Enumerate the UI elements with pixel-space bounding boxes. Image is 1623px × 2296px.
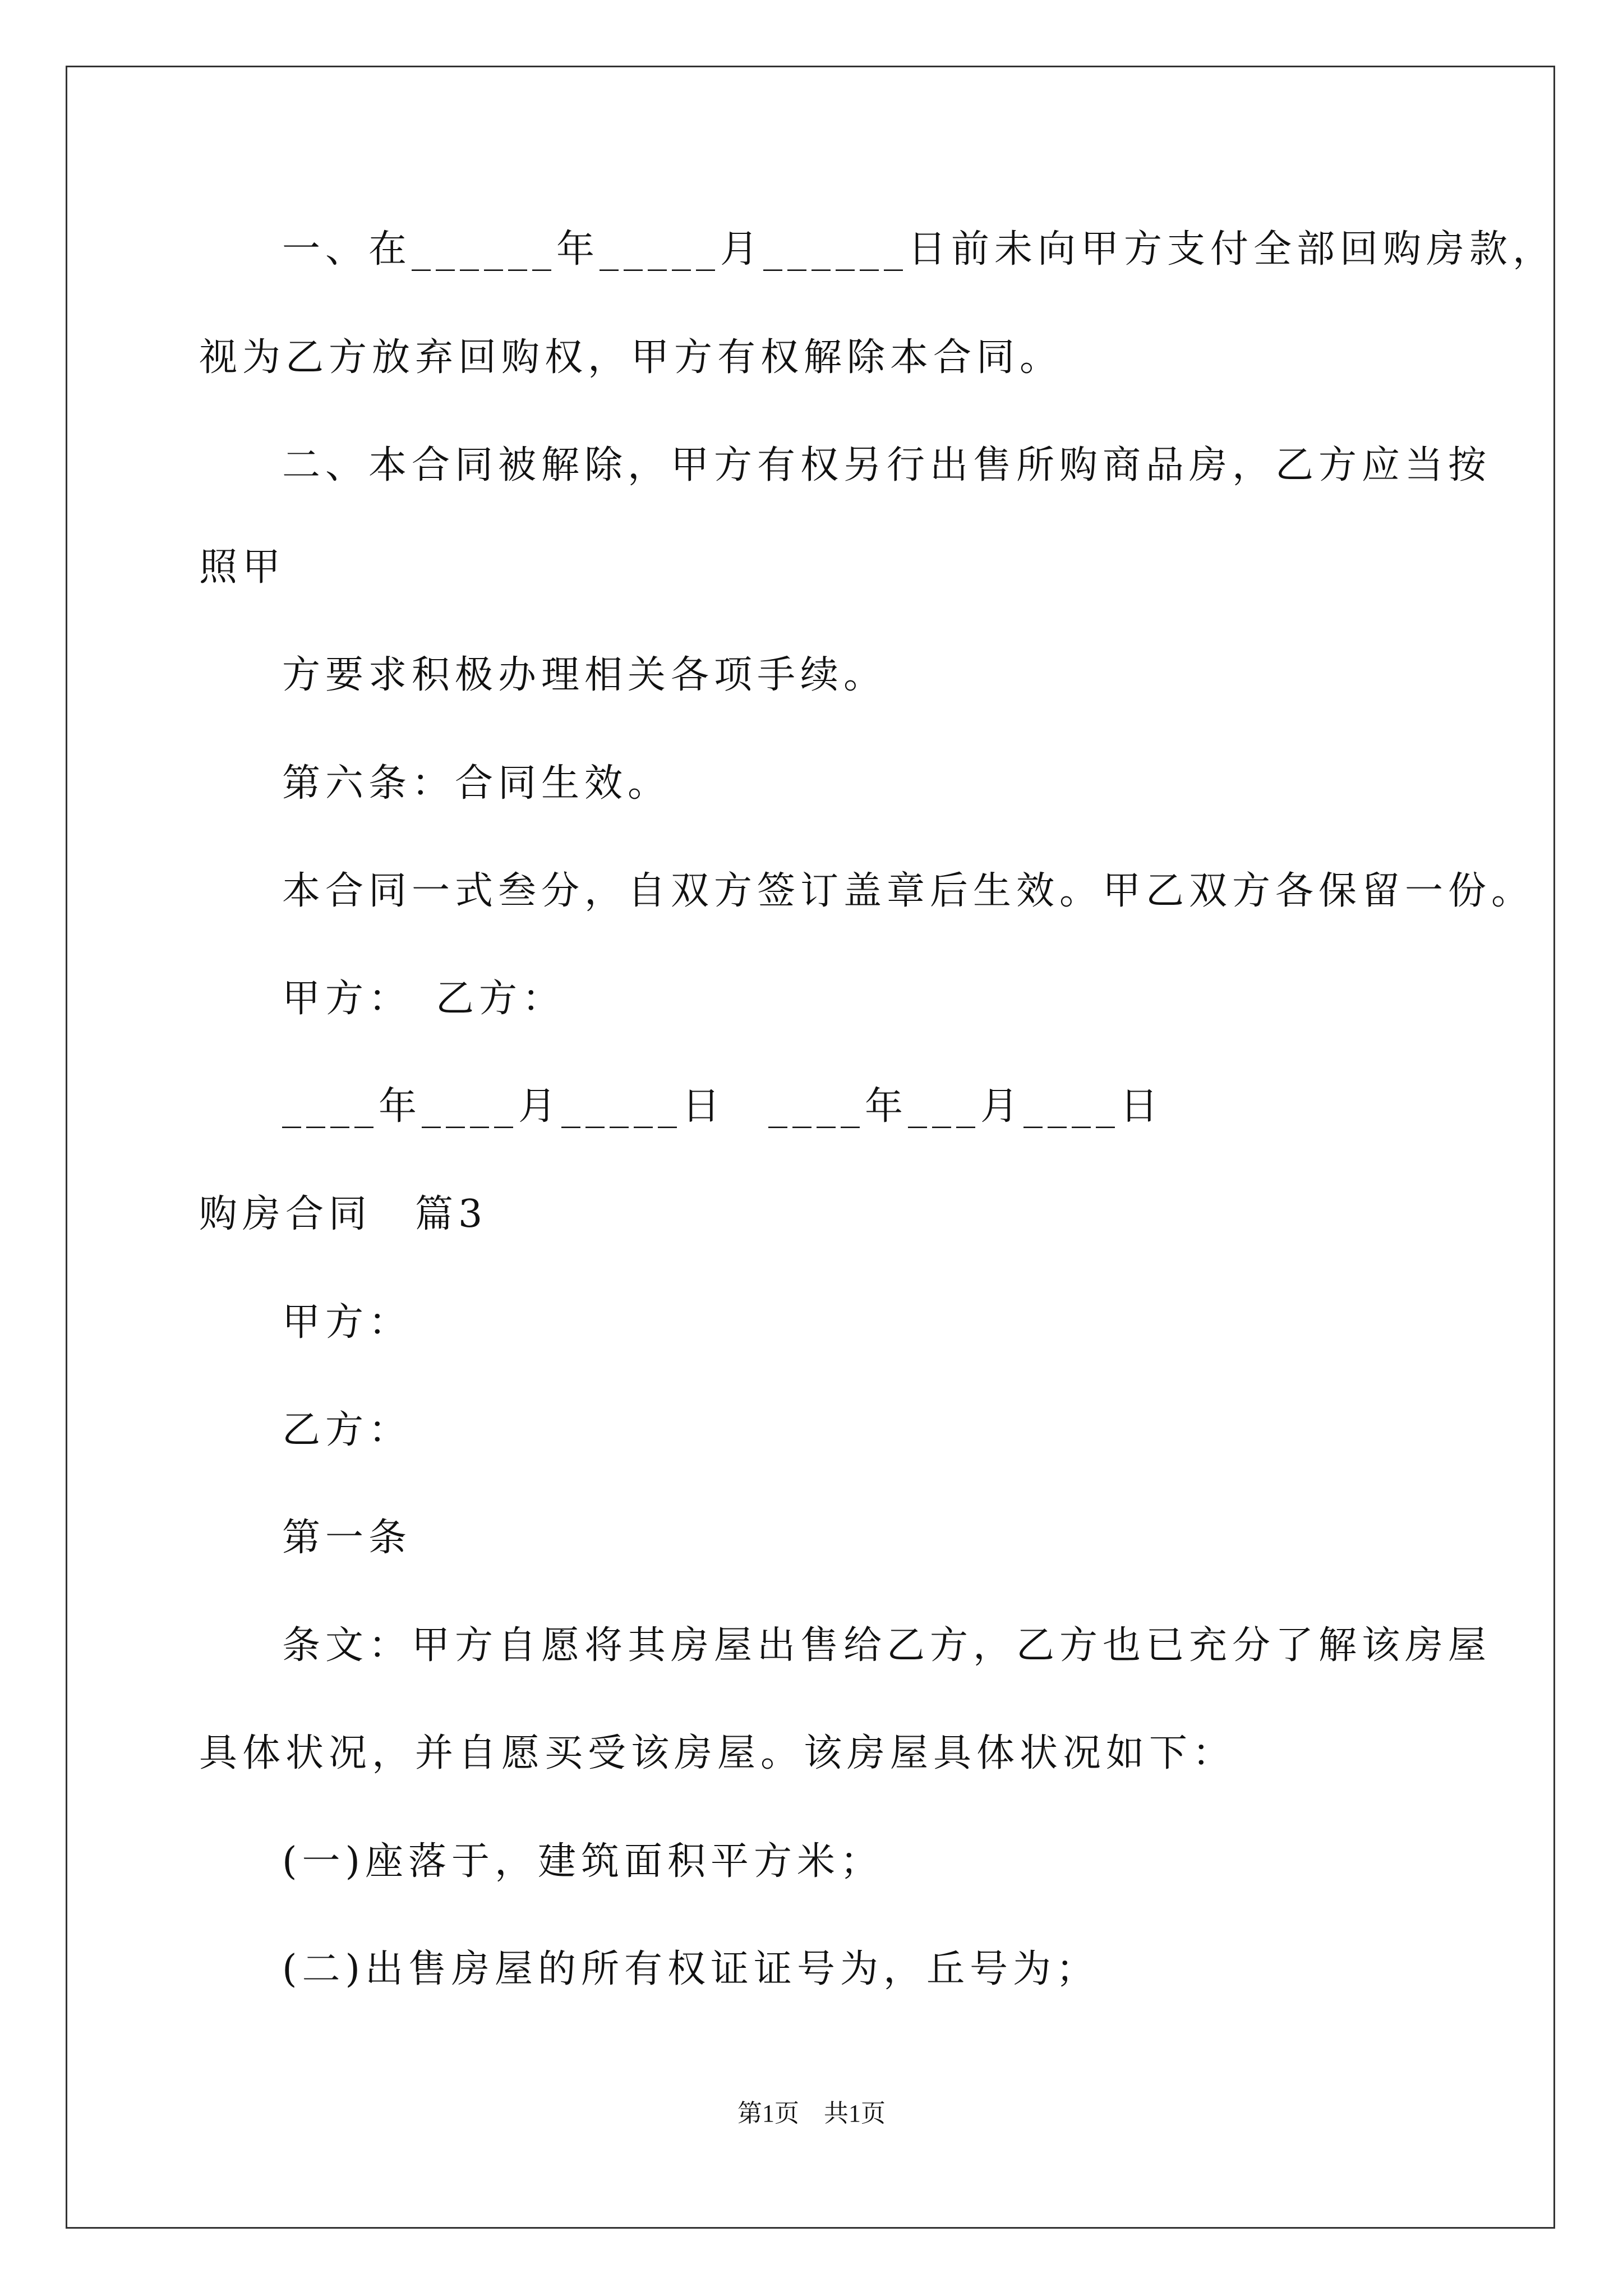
- text-line: 二、本合同被解除，甲方有权另行出售所购商品房，乙方应当按: [282, 443, 1492, 487]
- text-line: 具体状况，并自愿买受该房屋。该房屋具体状况如下：: [199, 1731, 1236, 1775]
- page-border: [66, 66, 1555, 2229]
- text-line: 方要求积极办理相关各项手续。: [282, 653, 887, 697]
- text-line: 视为乙方放弃回购权，甲方有权解除本合同。: [199, 335, 1063, 380]
- signature-labels: 甲方： 乙方：: [282, 977, 566, 1021]
- list-item: (一)座落于，建筑面积平方米；: [282, 1839, 884, 1884]
- signature-dates: ____年____月_____日 ____年___月____日: [282, 1084, 1164, 1129]
- party-b-label: 乙方：: [282, 1408, 412, 1452]
- party-a-label: 甲方：: [282, 1300, 412, 1345]
- text-line: 照甲: [199, 545, 286, 590]
- text-line: 本合同一式叁分，自双方签订盖章后生效。甲乙双方各保留一份。: [282, 869, 1535, 913]
- text-line: 一、在______年_____月______日前未向甲方支付全部回购房款，: [282, 227, 1556, 272]
- section-heading: 第六条：合同生效。: [282, 761, 671, 806]
- list-item: (二)出售房屋的所有权证证号为，丘号为；: [282, 1947, 1100, 1991]
- page-footer: 第1页 共1页: [737, 2100, 886, 2127]
- article-heading: 第一条: [282, 1516, 412, 1560]
- section-title: 购房合同 篇3: [199, 1192, 488, 1236]
- text-line: 条文：甲方自愿将其房屋出售给乙方，乙方也已充分了解该房屋: [282, 1623, 1492, 1668]
